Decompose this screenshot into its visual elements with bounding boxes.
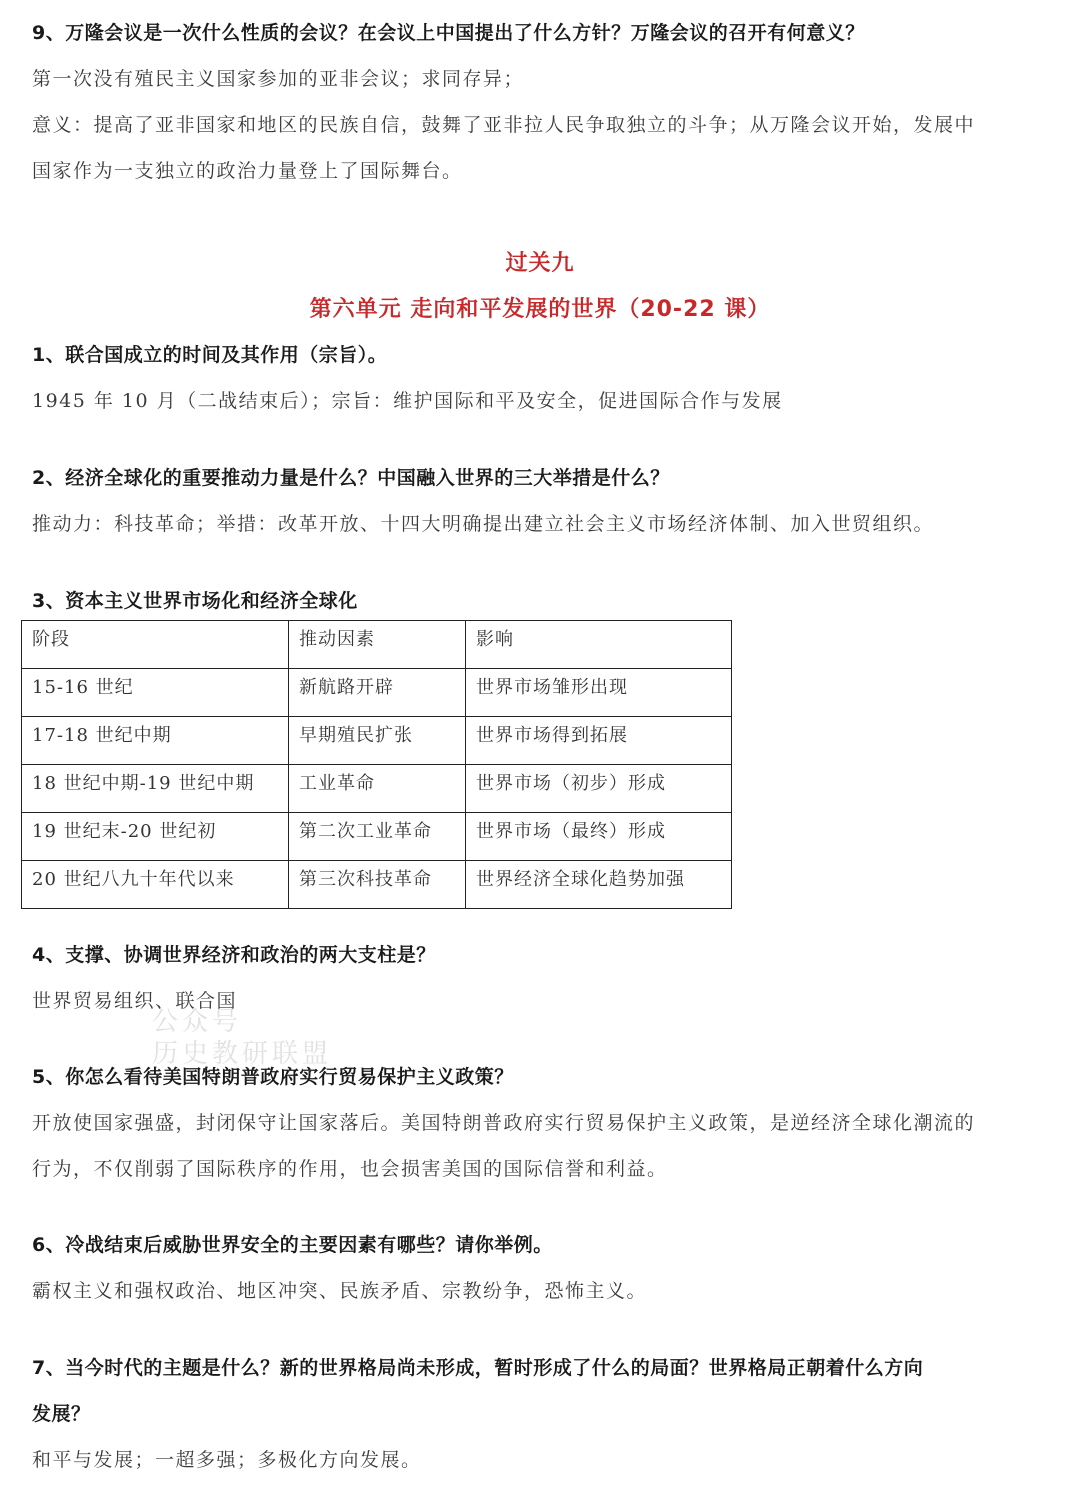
q4-question: 4、支撑、协调世界经济和政治的两大支柱是？ xyxy=(32,944,436,966)
q9-answer-line1: 第一次没有殖民主义国家参加的亚非会议；求同存异； xyxy=(32,68,525,90)
q3-question: 3、资本主义世界市场化和经济全球化 xyxy=(32,590,358,612)
table-cell: 世界经济全球化趋势加强 xyxy=(466,861,732,909)
table-cell: 世界市场得到拓展 xyxy=(466,717,732,765)
table-cell: 新航路开辟 xyxy=(289,669,466,717)
q9-answer-line3: 国家作为一支独立的政治力量登上了国际舞台。 xyxy=(32,160,463,182)
table-header-cell: 阶段 xyxy=(22,621,289,669)
table-cell: 世界市场（初步）形成 xyxy=(466,765,732,813)
table-cell: 工业革命 xyxy=(289,765,466,813)
table-cell: 世界市场雏形出现 xyxy=(466,669,732,717)
section-title: 过关九 xyxy=(505,251,575,276)
q7-question-line2: 发展？ xyxy=(32,1403,91,1425)
table-cell: 19 世纪末-20 世纪初 xyxy=(22,813,289,861)
q7-question-line1: 7、当今时代的主题是什么？新的世界格局尚未形成，暂时形成了什么的局面？世界格局正朝着什么方向 xyxy=(32,1357,924,1379)
table-cell: 早期殖民扩张 xyxy=(289,717,466,765)
watermark-line1: 公众号 xyxy=(152,1007,243,1037)
q1-answer: 1945 年 10 月（二战结束后）；宗旨：维护国际和平及安全，促进国际合作与发展 xyxy=(32,390,783,412)
watermark-line2: 历史教研联盟 xyxy=(152,1039,333,1069)
table-cell: 第三次科技革命 xyxy=(289,861,466,909)
table-cell: 20 世纪八九十年代以来 xyxy=(22,861,289,909)
q5-question: 5、你怎么看待美国特朗普政府实行贸易保护主义政策？ xyxy=(32,1066,514,1088)
q9-answer-line2: 意义：提高了亚非国家和地区的民族自信，鼓舞了亚非拉人民争取独立的斗争；从万隆会议开始，发展中 xyxy=(32,114,976,136)
table-row xyxy=(22,669,732,717)
q5-answer-line1: 开放使国家强盛，封闭保守让国家落后。美国特朗普政府实行贸易保护主义政策，是逆经济全球化潮流的 xyxy=(32,1112,976,1134)
section-subtitle: 第六单元 走向和平发展的世界（20-22 课） xyxy=(309,297,771,322)
table-cell: 15-16 世纪 xyxy=(22,669,289,717)
table-cell: 18 世纪中期-19 世纪中期 xyxy=(22,765,289,813)
table-header-row xyxy=(22,621,732,669)
table-cell: 世界市场（最终）形成 xyxy=(466,813,732,861)
table-header-cell: 推动因素 xyxy=(289,621,466,669)
q6-question: 6、冷战结束后威胁世界安全的主要因素有哪些？请你举例。 xyxy=(32,1234,553,1256)
table-row xyxy=(22,813,732,861)
q1-question: 1、联合国成立的时间及其作用（宗旨）。 xyxy=(32,344,388,366)
q2-answer: 推动力：科技革命；举措：改革开放、十四大明确提出建立社会主义市场经济体制、加入世贸组织。 xyxy=(32,513,935,535)
table-row xyxy=(22,765,732,813)
q4-answer: 世界贸易组织、联合国 xyxy=(32,990,238,1012)
table-cell: 17-18 世纪中期 xyxy=(22,717,289,765)
stages-table xyxy=(21,620,732,909)
watermark xyxy=(152,1006,332,1070)
table-row xyxy=(22,861,732,909)
table-cell: 第二次工业革命 xyxy=(289,813,466,861)
q7-answer: 和平与发展；一超多强；多极化方向发展。 xyxy=(32,1449,422,1471)
table-header-cell: 影响 xyxy=(466,621,732,669)
q5-answer-line2: 行为，不仅削弱了国际秩序的作用，也会损害美国的国际信誉和利益。 xyxy=(32,1158,668,1180)
q9-question: 9、万隆会议是一次什么性质的会议？在会议上中国提出了什么方针？万隆会议的召开有何意义？ xyxy=(32,22,865,44)
q6-answer: 霸权主义和强权政治、地区冲突、民族矛盾、宗教纷争，恐怖主义。 xyxy=(32,1280,648,1302)
q2-question: 2、经济全球化的重要推动力量是什么？中国融入世界的三大举措是什么？ xyxy=(32,467,670,489)
table-row xyxy=(22,717,732,765)
